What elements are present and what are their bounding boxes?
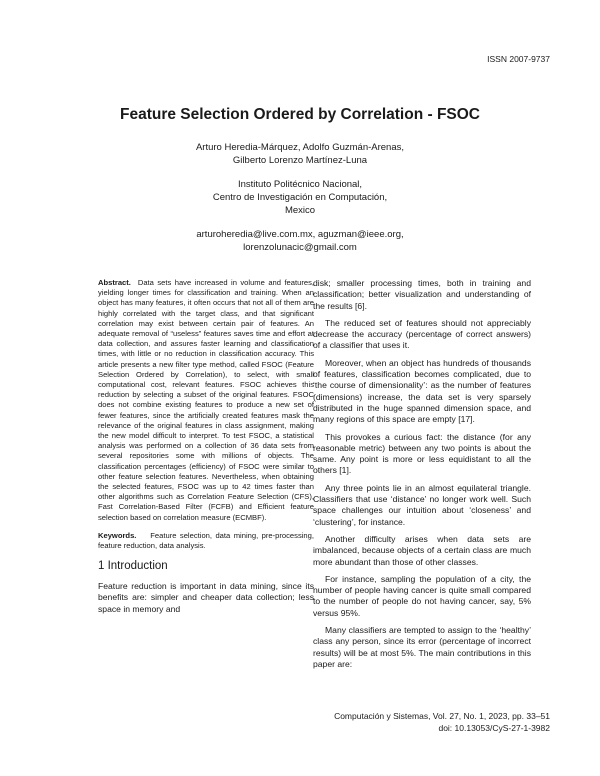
issn-label: ISSN 2007-9737 bbox=[487, 54, 550, 64]
body-paragraph: Feature reduction is important in data mining, since its benefits are: simpler and cheaper data collection; less space in memory and bbox=[98, 581, 314, 614]
body-paragraph: Any three points lie in an almost equilateral triangle. Classifiers that use ‘distance’ no longer work well. Such space challenges our intuition about ‘closeness’ and ‘clustering’, for instance. bbox=[313, 482, 531, 527]
body-paragraph: disk; smaller processing times, both in training and classification; better visualization and understanding of the results [6]. bbox=[313, 278, 531, 311]
email-line[interactable]: lorenzolunacic@gmail.com bbox=[243, 242, 357, 253]
body-paragraph: Moreover, when an object has hundreds of thousands of features, classification becomes complicated, due to ‘the course of dimensionality’: as the number of features (dimensions) increase, the data set is very sparsely distributed in the huge spanned dimension space, and many regions of this space are empty [17]. bbox=[313, 357, 531, 425]
abstract-text: Data sets have increased in volume and features, yielding longer times for classification and training. When an object has many features, it often occurs that not all of them are highly correlated with the target class, and that significant correlation may exist between certain pair of features. An adequate removal of “useless” features saves time and effort at data collection, and assures faster learning and classification times, with little or no reduction in classification accuracy. This article presents a new filter type method, called FSOC (Feature Selection Ordered by Correlation), to select, with small computational cost, relevant features. FSOC achieves this reduction by selecting a subset of the original features. FSOC does not combine existing features to produce a new set of fewer features, since the artificially created features mask the relevance of the original features in class assignment, making the new model difficult to interpret. To test FSOC, a statistical analysis was performed on a collection of 36 data sets from several repositories some with millions of objects. The classification percentages (efficiency) of FSOC were similar to other feature selection features. Nevertheless, when obtaining the selected features, FSOC was up to 42 times faster than other algorithms such as Correlation Feature Selection (CFS), Fast Correlation-Based Filter (FCFB) and Efficient feature selection based on correlation measure (ECMBF). bbox=[98, 278, 314, 522]
section-heading: 1 Introduction bbox=[98, 560, 168, 573]
body-paragraph: Another difficulty arises when data sets are imbalanced, because objects of a certain class are much more abundant than those of other classes. bbox=[313, 533, 531, 567]
doi-label[interactable]: doi: 10.13053/CyS-27-1-3982 bbox=[438, 723, 550, 733]
affiliation bbox=[0, 178, 600, 217]
abstract bbox=[98, 278, 314, 523]
body-paragraph: The reduced set of features should not appreciably decrease the accuracy (percentage of correct answers) of a classifier that uses it. bbox=[313, 317, 531, 351]
author-line: Gilberto Lorenzo Martínez-Luna bbox=[232, 155, 368, 166]
email-line[interactable]: arturoheredia@live.com.mx, aguzman@ieee.org, bbox=[196, 229, 404, 240]
paper-title: Feature Selection Ordered by Correlation - FSOC bbox=[119, 106, 481, 123]
body-paragraph: Many classifiers are tempted to assign to the ‘healthy’ class any person, since its error (percentage of incorrect results) will be at most 5%. The main contributions in this paper are: bbox=[313, 625, 531, 669]
page-footer bbox=[334, 710, 550, 734]
keywords bbox=[98, 531, 314, 551]
emails bbox=[0, 228, 600, 254]
keywords-text: Feature selection, data mining, pre-processing, feature reduction, data analysis. bbox=[98, 530, 314, 551]
affiliation-line: Centro de Investigación en Computación, bbox=[212, 192, 388, 203]
right-column bbox=[313, 278, 531, 670]
journal-citation: Computación y Sistemas, Vol. 27, No. 1, 2023, pp. 33–51 bbox=[334, 711, 550, 721]
authors bbox=[0, 141, 600, 167]
affiliation-line: Mexico bbox=[284, 205, 316, 216]
body-paragraph: For instance, sampling the population of a city, the number of people having cancer is quite small compared to the number of people do not having cancer, say, 5% versus 95%. bbox=[313, 573, 531, 618]
affiliation-line: Instituto Politécnico Nacional, bbox=[237, 179, 363, 190]
left-column bbox=[98, 278, 314, 615]
keywords-label: Keywords. bbox=[98, 530, 137, 540]
author-line: Arturo Heredia-Márquez, Adolfo Guzmán-Arenas, bbox=[195, 142, 405, 153]
abstract-label: Abstract. bbox=[98, 278, 131, 287]
body-paragraph: This provokes a curious fact: the distance (for any reasonable metric) between any two points is about the same. Any point is more or less equidistant to all the others [1]. bbox=[313, 431, 531, 476]
